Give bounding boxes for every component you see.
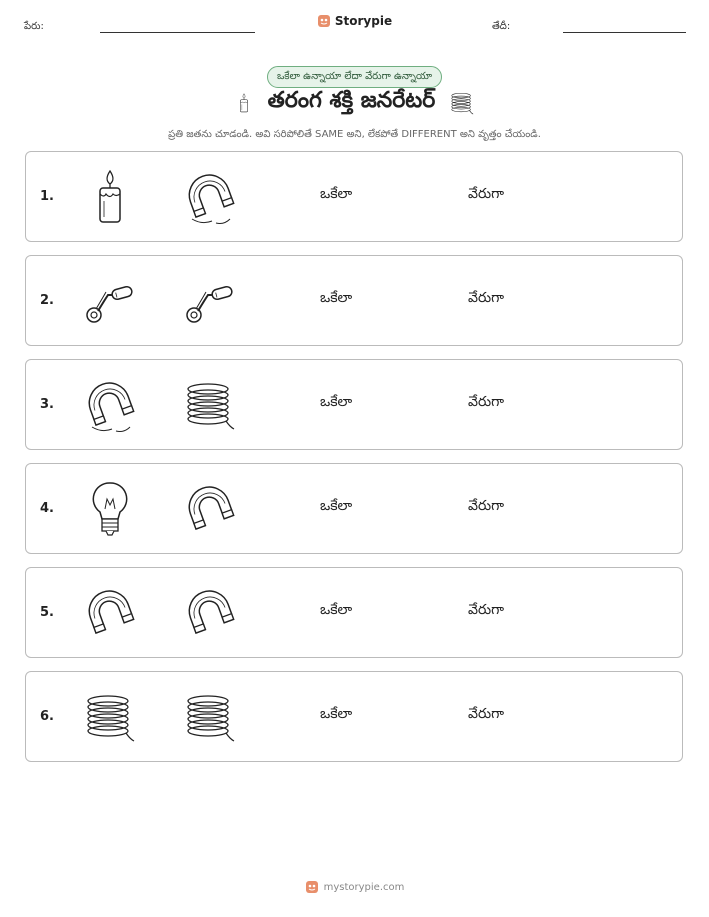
storypie-logo-icon (317, 14, 331, 28)
badge-text: ఒకేలా ఉన్నాయా లేదా వేరుగా ఉన్నాయా (267, 66, 442, 88)
question-number: 6. (40, 709, 54, 724)
name-field[interactable] (100, 32, 255, 33)
brand-name: Storypie (334, 14, 393, 28)
horseshoe-magnet-icon (82, 375, 138, 435)
candle-icon (234, 88, 254, 118)
horseshoe-magnet-icon (182, 167, 238, 227)
name-label: పేరు: (24, 21, 44, 32)
option-same[interactable]: ఒకేలా (320, 602, 353, 618)
option-same[interactable]: ఒకేలా (320, 498, 353, 514)
question-row-3 (25, 359, 683, 450)
question-number: 3. (40, 397, 54, 412)
storypie-logo-icon (305, 880, 319, 894)
question-number: 5. (40, 605, 54, 620)
option-different[interactable]: వేరుగా (468, 290, 504, 306)
option-same[interactable]: ఒకేలా (320, 290, 353, 306)
hand-crank-icon (182, 271, 238, 331)
wire-coil-icon (182, 375, 238, 435)
date-field[interactable] (563, 32, 686, 33)
date-label: తేదీ: (492, 21, 511, 32)
title-row (0, 88, 709, 118)
option-same[interactable]: ఒకేలా (320, 706, 353, 722)
question-row-6 (25, 671, 683, 762)
hand-crank-icon (82, 271, 138, 331)
brand (0, 14, 709, 28)
option-same[interactable]: ఒకేలా (320, 186, 353, 202)
candle-icon (82, 167, 138, 227)
worksheet-badge (0, 66, 709, 88)
question-row-4 (25, 463, 683, 554)
question-number: 2. (40, 293, 54, 308)
question-number: 1. (40, 189, 54, 204)
wire-coil-icon (82, 687, 138, 747)
option-different[interactable]: వేరుగా (468, 498, 504, 514)
footer (0, 880, 709, 894)
option-same[interactable]: ఒకేలా (320, 394, 353, 410)
question-row-5 (25, 567, 683, 658)
question-number: 4. (40, 501, 54, 516)
option-different[interactable]: వేరుగా (468, 394, 504, 410)
page-title: తరంగ శక్తి జనరేటర్ (267, 88, 436, 113)
horseshoe-magnet-icon (182, 479, 238, 539)
instructions: ప్రతి జతను చూడండి. అవి సరిపోలితే SAME అని, లేకపోతే DIFFERENT అని వృత్తం చేయండి. (168, 129, 541, 140)
wire-coil-icon (182, 687, 238, 747)
footer-site[interactable]: mystorypie.com (323, 881, 405, 893)
option-different[interactable]: వేరుగా (468, 602, 504, 618)
horseshoe-magnet-icon (182, 583, 238, 643)
option-different[interactable]: వేరుగా (468, 186, 504, 202)
option-different[interactable]: వేరుగా (468, 706, 504, 722)
light-bulb-icon (82, 479, 138, 539)
question-row-2 (25, 255, 683, 346)
wire-coil-icon (449, 89, 475, 117)
horseshoe-magnet-icon (82, 583, 138, 643)
question-row-1 (25, 151, 683, 242)
